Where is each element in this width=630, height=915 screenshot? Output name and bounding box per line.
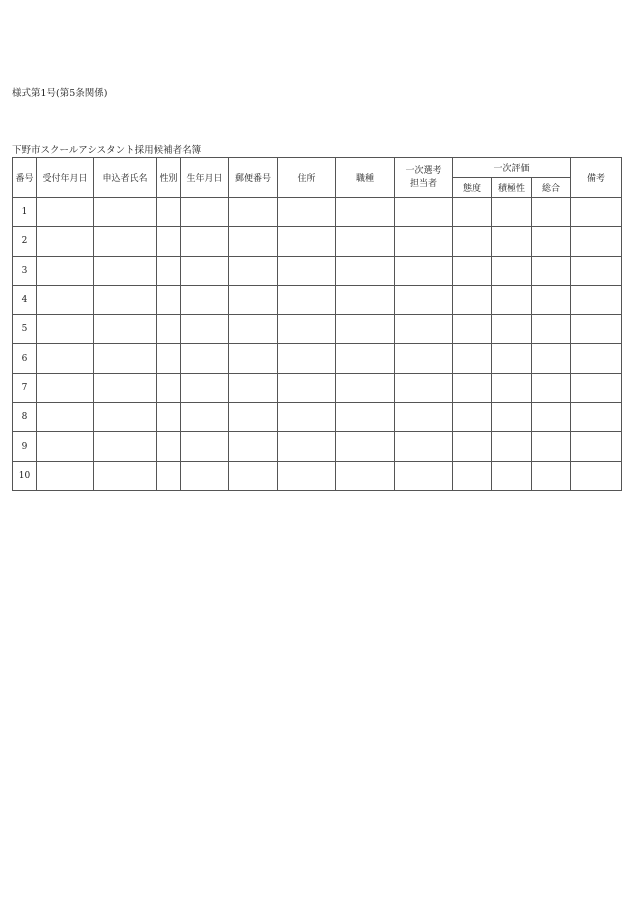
- cell-received-date[interactable]: [37, 198, 94, 227]
- cell-overall[interactable]: [532, 344, 571, 373]
- table-row: [13, 432, 622, 461]
- cell-address[interactable]: [278, 461, 336, 490]
- cell-primary-screener[interactable]: [395, 315, 453, 344]
- cell-proactiveness[interactable]: [492, 256, 532, 285]
- table-row: [13, 373, 622, 402]
- roster-body: [13, 198, 622, 491]
- header-received-date: 受付年月日: [37, 158, 94, 198]
- header-primary-screener: [395, 158, 453, 198]
- cell-remarks[interactable]: [571, 432, 622, 461]
- cell-overall[interactable]: [532, 256, 571, 285]
- cell-birth-date[interactable]: [181, 198, 229, 227]
- row-number-cell: 7: [13, 373, 37, 402]
- table-row: [13, 198, 622, 227]
- cell-applicant-name[interactable]: [94, 373, 157, 402]
- header-primary-screener-line2: 担当者: [409, 178, 437, 189]
- cell-received-date[interactable]: [37, 256, 94, 285]
- cell-proactiveness[interactable]: [492, 285, 532, 314]
- header-applicant-name: 申込者氏名: [94, 158, 157, 198]
- row-number-cell: 6: [13, 344, 37, 373]
- cell-attitude[interactable]: [453, 256, 492, 285]
- table-row: [13, 344, 622, 373]
- cell-address[interactable]: [278, 315, 336, 344]
- cell-job-type[interactable]: [336, 315, 395, 344]
- table-row: [13, 461, 622, 490]
- cell-job-type[interactable]: [336, 285, 395, 314]
- cell-birth-date[interactable]: [181, 256, 229, 285]
- form-number: 様式第1号(第5条関係): [12, 88, 108, 99]
- cell-gender[interactable]: [157, 198, 181, 227]
- cell-primary-screener[interactable]: [395, 403, 453, 432]
- cell-attitude[interactable]: [453, 403, 492, 432]
- cell-attitude[interactable]: [453, 315, 492, 344]
- cell-remarks[interactable]: [571, 227, 622, 256]
- cell-received-date[interactable]: [37, 227, 94, 256]
- cell-proactiveness[interactable]: [492, 461, 532, 490]
- cell-primary-screener[interactable]: [395, 198, 453, 227]
- header-postal-code: 郵便番号: [229, 158, 278, 198]
- cell-primary-screener[interactable]: [395, 461, 453, 490]
- table-row: [13, 403, 622, 432]
- cell-attitude[interactable]: [453, 285, 492, 314]
- cell-attitude[interactable]: [453, 432, 492, 461]
- cell-postal-code[interactable]: [229, 403, 278, 432]
- cell-proactiveness[interactable]: [492, 432, 532, 461]
- header-attitude: 態度: [453, 178, 492, 198]
- cell-gender[interactable]: [157, 227, 181, 256]
- row-number-cell: 9: [13, 432, 37, 461]
- header-number: 番号: [13, 158, 37, 198]
- cell-applicant-name[interactable]: [94, 432, 157, 461]
- cell-job-type[interactable]: [336, 432, 395, 461]
- cell-job-type[interactable]: [336, 373, 395, 402]
- table-row: [13, 285, 622, 314]
- cell-received-date[interactable]: [37, 432, 94, 461]
- cell-overall[interactable]: [532, 461, 571, 490]
- table-row: [13, 315, 622, 344]
- cell-received-date[interactable]: [37, 315, 94, 344]
- cell-received-date[interactable]: [37, 373, 94, 402]
- cell-overall[interactable]: [532, 403, 571, 432]
- row-number-cell: 4: [13, 285, 37, 314]
- cell-gender[interactable]: [157, 403, 181, 432]
- cell-proactiveness[interactable]: [492, 344, 532, 373]
- cell-primary-screener[interactable]: [395, 432, 453, 461]
- cell-overall[interactable]: [532, 373, 571, 402]
- cell-birth-date[interactable]: [181, 344, 229, 373]
- row-number-cell: 2: [13, 227, 37, 256]
- row-number-cell: 1: [13, 198, 37, 227]
- cell-birth-date[interactable]: [181, 403, 229, 432]
- cell-postal-code[interactable]: [229, 373, 278, 402]
- cell-postal-code[interactable]: [229, 227, 278, 256]
- cell-applicant-name[interactable]: [94, 256, 157, 285]
- cell-proactiveness[interactable]: [492, 373, 532, 402]
- cell-address[interactable]: [278, 256, 336, 285]
- cell-overall[interactable]: [532, 198, 571, 227]
- table-title: 下野市スクールアシスタント採用候補者名簿: [12, 145, 202, 156]
- header-primary-screener-line1: 一次選考: [405, 165, 442, 176]
- cell-applicant-name[interactable]: [94, 403, 157, 432]
- cell-gender[interactable]: [157, 373, 181, 402]
- header-overall: 総合: [532, 178, 571, 198]
- cell-address[interactable]: [278, 344, 336, 373]
- cell-overall[interactable]: [532, 285, 571, 314]
- cell-address[interactable]: [278, 285, 336, 314]
- header-primary-evaluation: 一次評価: [453, 158, 571, 178]
- cell-remarks[interactable]: [571, 461, 622, 490]
- cell-birth-date[interactable]: [181, 461, 229, 490]
- cell-birth-date[interactable]: [181, 432, 229, 461]
- cell-primary-screener[interactable]: [395, 256, 453, 285]
- cell-address[interactable]: [278, 227, 336, 256]
- cell-applicant-name[interactable]: [94, 285, 157, 314]
- cell-proactiveness[interactable]: [492, 198, 532, 227]
- cell-proactiveness[interactable]: [492, 403, 532, 432]
- cell-gender[interactable]: [157, 315, 181, 344]
- cell-primary-screener[interactable]: [395, 373, 453, 402]
- cell-remarks[interactable]: [571, 344, 622, 373]
- cell-overall[interactable]: [532, 315, 571, 344]
- row-number-cell: 3: [13, 256, 37, 285]
- cell-postal-code[interactable]: [229, 198, 278, 227]
- cell-overall[interactable]: [532, 432, 571, 461]
- cell-job-type[interactable]: [336, 256, 395, 285]
- table-row: [13, 227, 622, 256]
- cell-applicant-name[interactable]: [94, 461, 157, 490]
- cell-primary-screener[interactable]: [395, 344, 453, 373]
- cell-birth-date[interactable]: [181, 227, 229, 256]
- cell-postal-code[interactable]: [229, 285, 278, 314]
- cell-address[interactable]: [278, 403, 336, 432]
- cell-gender[interactable]: [157, 256, 181, 285]
- cell-applicant-name[interactable]: [94, 315, 157, 344]
- header-remarks: 備考: [571, 158, 622, 198]
- cell-job-type[interactable]: [336, 198, 395, 227]
- cell-gender[interactable]: [157, 432, 181, 461]
- cell-postal-code[interactable]: [229, 461, 278, 490]
- cell-attitude[interactable]: [453, 344, 492, 373]
- cell-received-date[interactable]: [37, 344, 94, 373]
- cell-gender[interactable]: [157, 461, 181, 490]
- cell-postal-code[interactable]: [229, 315, 278, 344]
- cell-attitude[interactable]: [453, 198, 492, 227]
- cell-postal-code[interactable]: [229, 344, 278, 373]
- cell-overall[interactable]: [532, 227, 571, 256]
- cell-remarks[interactable]: [571, 315, 622, 344]
- cell-address[interactable]: [278, 373, 336, 402]
- cell-remarks[interactable]: [571, 256, 622, 285]
- cell-postal-code[interactable]: [229, 432, 278, 461]
- cell-attitude[interactable]: [453, 373, 492, 402]
- cell-remarks[interactable]: [571, 198, 622, 227]
- header-gender: 性別: [157, 158, 181, 198]
- cell-applicant-name[interactable]: [94, 227, 157, 256]
- cell-job-type[interactable]: [336, 344, 395, 373]
- cell-job-type[interactable]: [336, 461, 395, 490]
- cell-proactiveness[interactable]: [492, 315, 532, 344]
- cell-primary-screener[interactable]: [395, 285, 453, 314]
- header-job-type: 職種: [336, 158, 395, 198]
- cell-attitude[interactable]: [453, 227, 492, 256]
- cell-attitude[interactable]: [453, 461, 492, 490]
- cell-birth-date[interactable]: [181, 285, 229, 314]
- row-number-cell: 5: [13, 315, 37, 344]
- cell-birth-date[interactable]: [181, 373, 229, 402]
- header-proactiveness: 積極性: [492, 178, 532, 198]
- row-number-cell: 10: [13, 461, 37, 490]
- header-address: 住所: [278, 158, 336, 198]
- cell-remarks[interactable]: [571, 285, 622, 314]
- cell-primary-screener[interactable]: [395, 227, 453, 256]
- cell-received-date[interactable]: [37, 461, 94, 490]
- candidate-roster-table: [12, 157, 622, 491]
- row-number-cell: 8: [13, 403, 37, 432]
- cell-applicant-name[interactable]: [94, 344, 157, 373]
- cell-gender[interactable]: [157, 344, 181, 373]
- cell-applicant-name[interactable]: [94, 198, 157, 227]
- cell-job-type[interactable]: [336, 403, 395, 432]
- cell-received-date[interactable]: [37, 403, 94, 432]
- cell-proactiveness[interactable]: [492, 227, 532, 256]
- table-row: [13, 256, 622, 285]
- cell-address[interactable]: [278, 198, 336, 227]
- cell-birth-date[interactable]: [181, 315, 229, 344]
- cell-job-type[interactable]: [336, 227, 395, 256]
- cell-remarks[interactable]: [571, 403, 622, 432]
- cell-postal-code[interactable]: [229, 256, 278, 285]
- header-birth-date: 生年月日: [181, 158, 229, 198]
- cell-gender[interactable]: [157, 285, 181, 314]
- cell-remarks[interactable]: [571, 373, 622, 402]
- cell-received-date[interactable]: [37, 285, 94, 314]
- cell-address[interactable]: [278, 432, 336, 461]
